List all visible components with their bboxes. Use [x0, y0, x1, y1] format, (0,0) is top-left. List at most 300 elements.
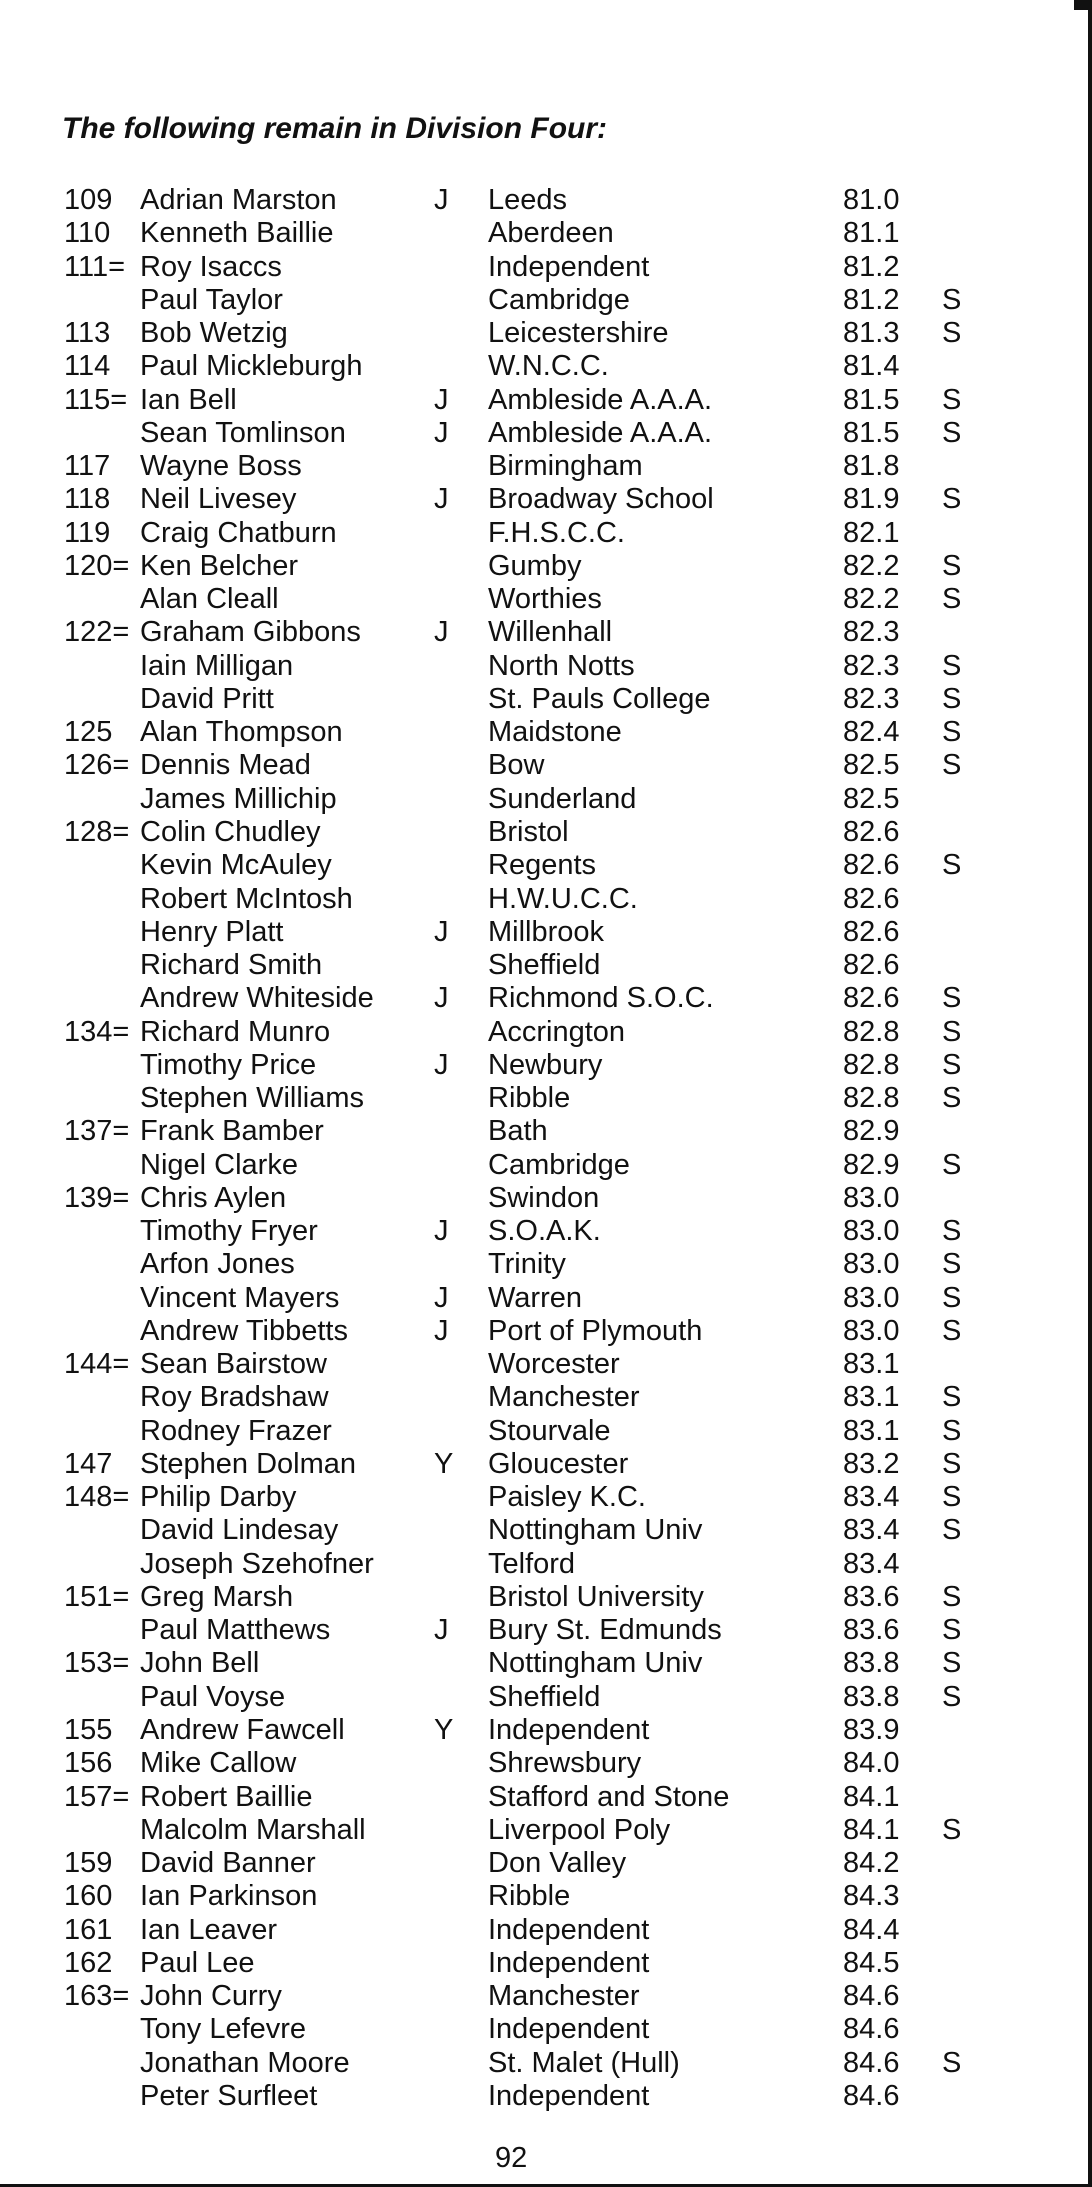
- table-row: [0, 384, 1092, 417]
- score: 84.6: [843, 2079, 900, 2112]
- score: 81.0: [843, 184, 900, 216]
- score: 83.1: [843, 1348, 900, 1381]
- status-mark: S: [942, 2046, 962, 2079]
- club: Willenhall: [488, 616, 613, 649]
- club: North Notts: [488, 649, 635, 682]
- competitor-name: Timothy Price: [140, 1048, 317, 1081]
- position: 151=: [64, 1580, 130, 1613]
- score: 82.2: [843, 549, 900, 582]
- table-row: [0, 317, 1092, 350]
- club: Maidstone: [488, 716, 622, 749]
- table-row: [0, 1215, 1092, 1248]
- position: 147: [64, 1447, 113, 1480]
- status-mark: S: [942, 1281, 962, 1314]
- status-mark: S: [942, 1248, 962, 1281]
- score: 81.2: [843, 250, 900, 283]
- competitor-name: Ian Bell: [140, 383, 237, 416]
- table-row: [0, 1647, 1092, 1680]
- score: 81.5: [843, 383, 900, 416]
- category: Y: [434, 1714, 454, 1746]
- competitor-name: Neil Livesey: [140, 483, 297, 516]
- status-mark: S: [942, 1015, 962, 1048]
- competitor-name: Ian Parkinson: [140, 1880, 318, 1913]
- table-row: [0, 583, 1092, 616]
- status-mark: S: [942, 1082, 962, 1114]
- score: 82.4: [843, 716, 900, 749]
- score: 83.4: [843, 1514, 900, 1547]
- table-row: [0, 1415, 1092, 1448]
- competitor-name: Mike Callow: [140, 1747, 297, 1780]
- table-row: [0, 616, 1092, 649]
- table-row: [0, 982, 1092, 1015]
- score: 82.1: [843, 516, 900, 549]
- position: 163=: [64, 1980, 130, 2012]
- score: 83.8: [843, 1647, 900, 1680]
- table-row: [0, 1781, 1092, 1814]
- club: St. Malet (Hull): [488, 2046, 680, 2079]
- competitor-name: Dennis Mead: [140, 749, 311, 782]
- position: 114: [64, 350, 111, 383]
- status-mark: S: [942, 1414, 962, 1447]
- score: 82.5: [843, 749, 900, 782]
- position: 120=: [64, 549, 130, 582]
- competitor-name: Graham Gibbons: [140, 616, 361, 649]
- position: 109: [64, 184, 113, 216]
- table-row: [0, 483, 1092, 516]
- score: 83.1: [843, 1381, 900, 1414]
- table-row: [0, 1614, 1092, 1647]
- table-row: [0, 816, 1092, 849]
- competitor-name: Nigel Clarke: [140, 1148, 298, 1181]
- table-row: [0, 251, 1092, 284]
- table-row: [0, 2047, 1092, 2080]
- score: 83.6: [843, 1614, 900, 1647]
- position: 161: [64, 1913, 113, 1946]
- table-row: [0, 350, 1092, 383]
- table-row: [0, 1714, 1092, 1747]
- position: 159: [64, 1847, 113, 1879]
- club: Independent: [488, 1946, 650, 1979]
- competitor-name: John Curry: [140, 1980, 282, 2012]
- table-row: [0, 284, 1092, 317]
- table-row: [0, 184, 1092, 217]
- competitor-name: John Bell: [140, 1647, 260, 1680]
- position: 110: [64, 217, 111, 250]
- status-mark: S: [942, 682, 962, 715]
- score: 83.6: [843, 1580, 900, 1613]
- table-row: [0, 1381, 1092, 1414]
- score: 83.0: [843, 1181, 900, 1214]
- club: Liverpool Poly: [488, 1813, 671, 1846]
- score: 84.4: [843, 1913, 900, 1946]
- score: 82.3: [843, 682, 900, 715]
- club: Bury St. Edmunds: [488, 1614, 722, 1647]
- table-row: [0, 1448, 1092, 1481]
- club: Richmond S.O.C.: [488, 982, 714, 1015]
- club: Ribble: [488, 1880, 571, 1913]
- club: Nottingham Univ: [488, 1514, 703, 1547]
- competitor-name: Robert Baillie: [140, 1780, 313, 1813]
- right-edge-rule: [1088, 0, 1092, 2187]
- competitor-name: Malcolm Marshall: [140, 1813, 366, 1846]
- score: 82.3: [843, 616, 900, 649]
- position: 153=: [64, 1647, 130, 1680]
- competitor-name: Stephen Dolman: [140, 1447, 357, 1480]
- position: 125: [64, 716, 113, 749]
- club: Don Valley: [488, 1847, 627, 1879]
- table-row: [0, 517, 1092, 550]
- category: J: [434, 483, 449, 516]
- score: 83.4: [843, 1481, 900, 1514]
- club: Telford: [488, 1547, 576, 1580]
- status-mark: S: [942, 583, 962, 616]
- status-mark: S: [942, 1447, 962, 1480]
- score: 82.6: [843, 849, 900, 882]
- position: 115=: [64, 383, 128, 416]
- score: 82.8: [843, 1048, 900, 1081]
- status-mark: S: [942, 1381, 962, 1414]
- club: Worthies: [488, 583, 602, 616]
- score: 82.6: [843, 949, 900, 981]
- score: 84.0: [843, 1747, 900, 1780]
- table-row: [0, 783, 1092, 816]
- competitor-name: David Banner: [140, 1847, 316, 1879]
- table-row: [0, 1248, 1092, 1281]
- competitor-name: Tony Lefevre: [140, 2013, 307, 2046]
- score: 81.4: [843, 350, 900, 383]
- competitor-name: Andrew Tibbetts: [140, 1314, 348, 1347]
- score: 81.5: [843, 416, 900, 449]
- competitor-name: David Pritt: [140, 682, 274, 715]
- table-row: [0, 417, 1092, 450]
- table-row: [0, 1049, 1092, 1082]
- competitor-name: Joseph Szehofner: [140, 1547, 374, 1580]
- competitor-name: Andrew Whiteside: [140, 982, 374, 1015]
- score: 84.2: [843, 1847, 900, 1879]
- club: W.N.C.C.: [488, 350, 609, 383]
- page-title: The following remain in Division Four:: [62, 112, 608, 145]
- club: Nottingham Univ: [488, 1647, 703, 1680]
- score: 81.8: [843, 450, 900, 483]
- category: J: [434, 915, 449, 948]
- competitor-name: Iain Milligan: [140, 649, 294, 682]
- club: Stafford and Stone: [488, 1780, 730, 1813]
- club: Regents: [488, 849, 597, 882]
- category: J: [434, 416, 449, 449]
- club: Warren: [488, 1281, 582, 1314]
- competitor-name: Philip Darby: [140, 1481, 297, 1514]
- competitor-name: Bob Wetzig: [140, 317, 288, 349]
- table-row: [0, 1082, 1092, 1115]
- score: 83.4: [843, 1547, 900, 1580]
- score: 82.3: [843, 649, 900, 682]
- score: 84.1: [843, 1780, 900, 1813]
- position: 156: [64, 1747, 113, 1780]
- status-mark: S: [942, 1614, 962, 1647]
- score: 84.6: [843, 2046, 900, 2079]
- competitor-name: Adrian Marston: [140, 184, 337, 216]
- club: Ribble: [488, 1082, 571, 1114]
- category: J: [434, 383, 449, 416]
- table-row: [0, 2013, 1092, 2046]
- score: 83.0: [843, 1215, 900, 1248]
- club: Independent: [488, 1913, 650, 1946]
- competitor-name: Craig Chatburn: [140, 516, 337, 549]
- club: Accrington: [488, 1015, 626, 1048]
- club: Bristol: [488, 815, 569, 848]
- status-mark: S: [942, 1148, 962, 1181]
- competitor-name: Peter Surfleet: [140, 2079, 318, 2112]
- category: J: [434, 1281, 449, 1314]
- club: Sheffield: [488, 1680, 601, 1713]
- club: Paisley K.C.: [488, 1481, 646, 1514]
- score: 81.3: [843, 317, 900, 349]
- competitor-name: Paul Matthews: [140, 1614, 331, 1647]
- position: 113: [64, 317, 111, 349]
- status-mark: S: [942, 1048, 962, 1081]
- table-row: [0, 749, 1092, 782]
- club: Independent: [488, 1714, 650, 1746]
- score: 82.8: [843, 1015, 900, 1048]
- status-mark: S: [942, 749, 962, 782]
- category: J: [434, 1048, 449, 1081]
- table-row: [0, 1016, 1092, 1049]
- position: 137=: [64, 1115, 130, 1148]
- position: 122=: [64, 616, 130, 649]
- competitor-name: Timothy Fryer: [140, 1215, 318, 1248]
- table-row: [0, 1481, 1092, 1514]
- category: J: [434, 1314, 449, 1347]
- status-mark: S: [942, 1680, 962, 1713]
- table-row: [0, 1847, 1092, 1880]
- position: 144=: [64, 1348, 130, 1381]
- table-row: [0, 450, 1092, 483]
- competitor-name: Richard Smith: [140, 949, 323, 981]
- position: 162: [64, 1946, 113, 1979]
- club: Broadway School: [488, 483, 714, 516]
- table-row: [0, 1514, 1092, 1547]
- club: Port of Plymouth: [488, 1314, 703, 1347]
- status-mark: S: [942, 1813, 962, 1846]
- competitor-name: Henry Platt: [140, 915, 284, 948]
- table-row: [0, 716, 1092, 749]
- table-row: [0, 1914, 1092, 1947]
- position: 117: [64, 450, 111, 483]
- competitor-name: Roy Isaccs: [140, 250, 282, 283]
- competitor-name: Frank Bamber: [140, 1115, 324, 1148]
- table-row: [0, 1182, 1092, 1215]
- competitor-name: Alan Thompson: [140, 716, 343, 749]
- category: J: [434, 1614, 449, 1647]
- score: 82.6: [843, 815, 900, 848]
- club: Independent: [488, 2079, 650, 2112]
- category: J: [434, 616, 449, 649]
- club: Gloucester: [488, 1447, 629, 1480]
- competitor-name: Sean Bairstow: [140, 1348, 327, 1381]
- competitor-name: Alan Cleall: [140, 583, 279, 616]
- club: Bow: [488, 749, 545, 782]
- table-row: [0, 550, 1092, 583]
- position: 118: [64, 483, 111, 516]
- status-mark: S: [942, 716, 962, 749]
- club: Manchester: [488, 1381, 640, 1414]
- corner-mark: [1074, 0, 1092, 10]
- status-mark: S: [942, 1215, 962, 1248]
- score: 82.6: [843, 982, 900, 1015]
- club: Ambleside A.A.A.: [488, 416, 713, 449]
- club: Cambridge: [488, 1148, 630, 1181]
- score: 83.1: [843, 1414, 900, 1447]
- position: 160: [64, 1880, 113, 1913]
- club: Ambleside A.A.A.: [488, 383, 713, 416]
- status-mark: S: [942, 849, 962, 882]
- status-mark: S: [942, 317, 962, 349]
- score: 83.0: [843, 1314, 900, 1347]
- competitor-name: Stephen Williams: [140, 1082, 365, 1114]
- competitor-name: Arfon Jones: [140, 1248, 295, 1281]
- score: 81.1: [843, 217, 900, 250]
- club: S.O.A.K.: [488, 1215, 601, 1248]
- table-row: [0, 217, 1092, 250]
- category: Y: [434, 1447, 454, 1480]
- status-mark: S: [942, 1314, 962, 1347]
- position: 126=: [64, 749, 130, 782]
- table-row: [0, 1880, 1092, 1913]
- score: 84.3: [843, 1880, 900, 1913]
- club: Birmingham: [488, 450, 643, 483]
- competitor-name: Rodney Frazer: [140, 1414, 332, 1447]
- competitor-name: Robert McIntosh: [140, 882, 353, 915]
- score: 84.6: [843, 2013, 900, 2046]
- club: Manchester: [488, 1980, 640, 2012]
- score: 81.2: [843, 283, 900, 316]
- score: 84.5: [843, 1946, 900, 1979]
- competitor-name: Wayne Boss: [140, 450, 302, 483]
- position: 134=: [64, 1015, 130, 1048]
- category: J: [434, 184, 449, 216]
- competitor-name: Greg Marsh: [140, 1580, 294, 1613]
- competitor-name: Paul Taylor: [140, 283, 283, 316]
- club: Independent: [488, 250, 650, 283]
- competitor-name: James Millichip: [140, 782, 337, 815]
- club: Swindon: [488, 1181, 600, 1214]
- score: 82.5: [843, 782, 900, 815]
- page-number: 92: [495, 2142, 528, 2174]
- position: 155: [64, 1714, 113, 1746]
- position: 139=: [64, 1181, 130, 1214]
- competitor-name: Vincent Mayers: [140, 1281, 340, 1314]
- status-mark: S: [942, 549, 962, 582]
- table-row: [0, 1681, 1092, 1714]
- table-row: [0, 1548, 1092, 1581]
- category: J: [434, 982, 449, 1015]
- club: Trinity: [488, 1248, 566, 1281]
- score: 82.6: [843, 882, 900, 915]
- position: 119: [64, 516, 111, 549]
- club: F.H.S.C.C.: [488, 516, 625, 549]
- position: 148=: [64, 1481, 130, 1514]
- score: 83.8: [843, 1680, 900, 1713]
- status-mark: S: [942, 416, 962, 449]
- club: Leicestershire: [488, 317, 669, 349]
- table-row: [0, 650, 1092, 683]
- table-row: [0, 949, 1092, 982]
- status-mark: S: [942, 1514, 962, 1547]
- table-row: [0, 1115, 1092, 1148]
- club: H.W.U.C.C.: [488, 882, 638, 915]
- competitor-name: Ian Leaver: [140, 1913, 278, 1946]
- table-row: [0, 1947, 1092, 1980]
- status-mark: S: [942, 383, 962, 416]
- club: Bath: [488, 1115, 548, 1148]
- score: 83.0: [843, 1248, 900, 1281]
- table-row: [0, 1747, 1092, 1780]
- competitor-name: Sean Tomlinson: [140, 416, 346, 449]
- competitor-name: Ken Belcher: [140, 549, 298, 582]
- table-row: [0, 916, 1092, 949]
- score: 82.6: [843, 915, 900, 948]
- club: Gumby: [488, 549, 582, 582]
- status-mark: S: [942, 1647, 962, 1680]
- club: St. Pauls College: [488, 682, 711, 715]
- club: Shrewsbury: [488, 1747, 642, 1780]
- club: Aberdeen: [488, 217, 614, 250]
- club: Sheffield: [488, 949, 601, 981]
- competitor-name: Richard Munro: [140, 1015, 331, 1048]
- table-row: [0, 1581, 1092, 1614]
- position: 128=: [64, 815, 130, 848]
- table-row: [0, 1282, 1092, 1315]
- competitor-name: Paul Mickleburgh: [140, 350, 363, 383]
- score: 82.9: [843, 1115, 900, 1148]
- status-mark: S: [942, 483, 962, 516]
- status-mark: S: [942, 1580, 962, 1613]
- status-mark: S: [942, 1481, 962, 1514]
- competitor-name: Kenneth Baillie: [140, 217, 334, 250]
- score: 83.9: [843, 1714, 900, 1746]
- position: 157=: [64, 1780, 130, 1813]
- score: 82.2: [843, 583, 900, 616]
- table-row: [0, 2080, 1092, 2113]
- competitor-name: Chris Aylen: [140, 1181, 287, 1214]
- score: 81.9: [843, 483, 900, 516]
- club: Stourvale: [488, 1414, 611, 1447]
- status-mark: S: [942, 283, 962, 316]
- score: 84.6: [843, 1980, 900, 2012]
- club: Leeds: [488, 184, 568, 216]
- competitor-name: Paul Voyse: [140, 1680, 286, 1713]
- competitor-name: Colin Chudley: [140, 815, 321, 848]
- score: 82.9: [843, 1148, 900, 1181]
- table-row: [0, 1348, 1092, 1381]
- table-row: [0, 1814, 1092, 1847]
- club: Millbrook: [488, 915, 605, 948]
- table-row: [0, 883, 1092, 916]
- score: 82.8: [843, 1082, 900, 1114]
- club: Cambridge: [488, 283, 630, 316]
- score: 84.1: [843, 1813, 900, 1846]
- club: Sunderland: [488, 782, 637, 815]
- table-row: [0, 1980, 1092, 2013]
- competitor-name: Jonathan Moore: [140, 2046, 350, 2079]
- position: 111=: [64, 250, 126, 283]
- competitor-name: Paul Lee: [140, 1946, 255, 1979]
- competitor-name: David Lindesay: [140, 1514, 339, 1547]
- club: Bristol University: [488, 1580, 704, 1613]
- competitor-name: Andrew Fawcell: [140, 1714, 345, 1746]
- table-row: [0, 849, 1092, 882]
- table-row: [0, 1149, 1092, 1182]
